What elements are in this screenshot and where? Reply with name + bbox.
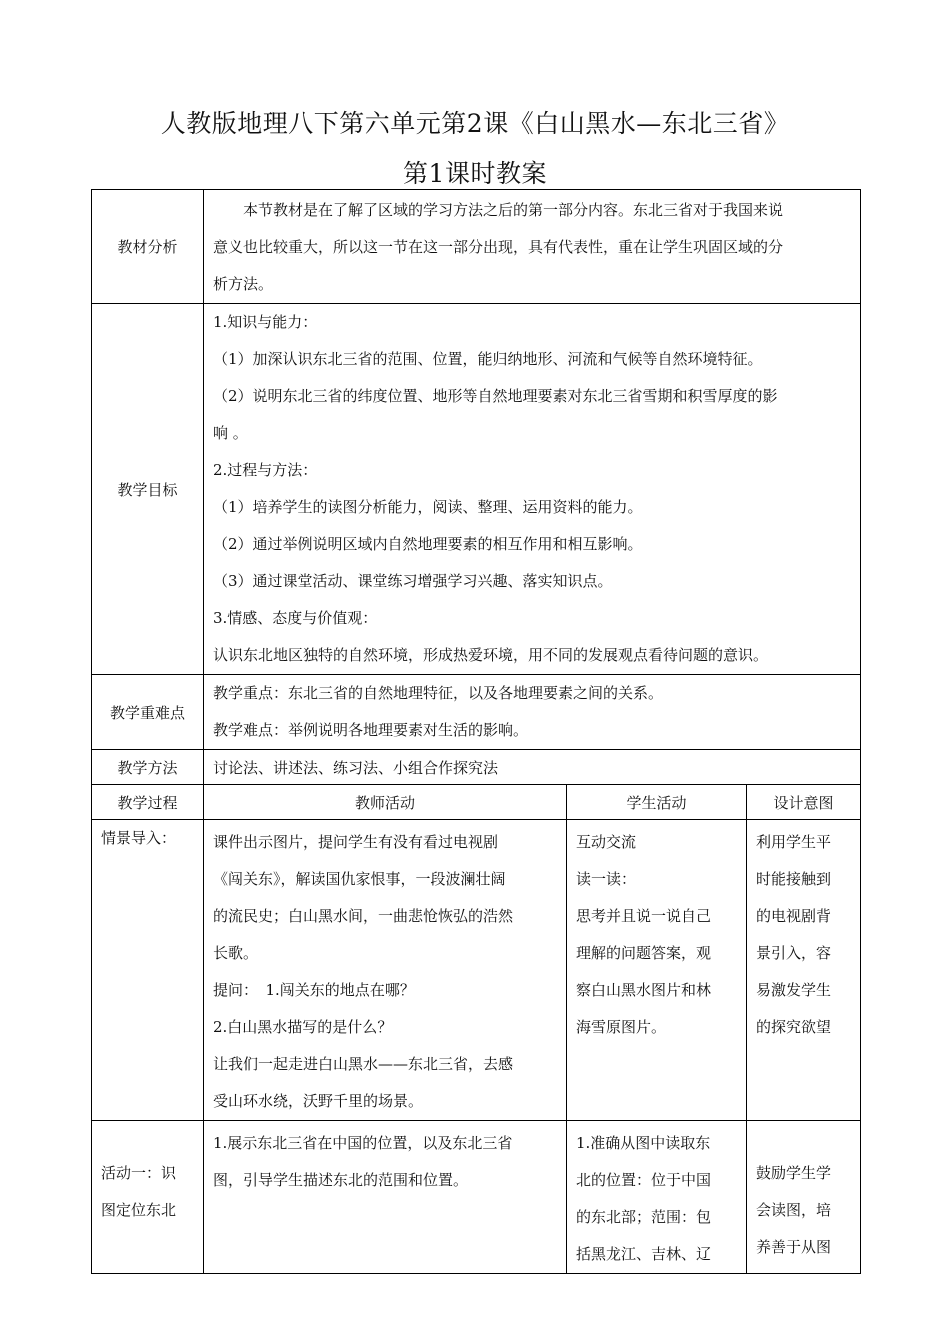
- goal-line: （1）培养学生的读图分析能力，阅读、整理、运用资料的能力。: [213, 498, 643, 516]
- goals-content: [204, 304, 861, 675]
- student-line: 读一读：: [576, 870, 637, 888]
- keypoints-label: 教学重难点: [92, 675, 204, 750]
- goals-label: 教学目标: [92, 304, 204, 675]
- teacher-line: 课件出示图片，提问学生有没有看过电视剧: [213, 833, 499, 851]
- goal-line: 1.知识与能力：: [213, 313, 318, 331]
- activity1-student: [567, 1121, 747, 1274]
- method-label: 教学方法: [92, 750, 204, 785]
- activity1-teacher: [204, 1121, 567, 1274]
- teacher-line: 长歌。: [213, 944, 259, 962]
- student-line: 海雪原图片。: [576, 1018, 667, 1036]
- material-label: 教材分析: [92, 190, 204, 304]
- intent-line: 养善于从图: [756, 1238, 832, 1256]
- teacher-line: 1.展示东北三省在中国的位置，以及东北三省: [213, 1134, 513, 1152]
- goal-line: 2.过程与方法：: [213, 461, 318, 479]
- material-line: 本节教材是在了解了区域的学习方法之后的第一部分内容。东北三省对于我国来说: [243, 201, 784, 219]
- row-teaching-method: [92, 750, 861, 785]
- row-process-header: [92, 785, 861, 820]
- goal-line: （1）加深认识东北三省的范围、位置，能归纳地形、河流和气候等自然环境特征。: [213, 350, 763, 368]
- row-teaching-goals: [92, 304, 861, 675]
- activity1-label-line: 图定位东北: [101, 1201, 177, 1219]
- intent-line: 利用学生平: [756, 833, 832, 851]
- intent-line: 的电视剧背: [756, 907, 832, 925]
- intro-teacher: [204, 820, 567, 1121]
- material-line: 析方法。: [213, 275, 274, 293]
- student-line: 北的位置：位于中国: [576, 1171, 712, 1189]
- keypoint-line: 教学难点：举例说明各地理要素对生活的影响。: [213, 721, 529, 739]
- goal-line: 响 。: [213, 424, 248, 442]
- teacher-line: 受山环水绕，沃野千里的场景。: [213, 1092, 424, 1110]
- intent-line: 易激发学生: [756, 981, 832, 999]
- material-line: 意义也比较重大，所以这一节在这一部分出现，具有代表性，重在让学生巩固区域的分: [213, 238, 784, 256]
- document-subtitle: 第1课时教案: [403, 159, 547, 188]
- intent-line: 会读图，培: [756, 1201, 832, 1219]
- activity1-intent: [747, 1121, 861, 1274]
- keypoints-content: [204, 675, 861, 750]
- row-material-analysis: [92, 190, 861, 304]
- goal-line: （2）通过举例说明区域内自然地理要素的相互作用和相互影响。: [213, 535, 643, 553]
- intent-line: 的探究欲望: [756, 1018, 832, 1036]
- teacher-line: 提问： 1.闯关东的地点在哪？: [213, 981, 415, 999]
- intent-line: 时能接触到: [756, 870, 832, 888]
- intent-line: 鼓励学生学: [756, 1164, 832, 1182]
- header-teacher: 教师活动: [204, 785, 567, 820]
- intent-line: 景引入，容: [756, 944, 832, 962]
- student-line: 的东北部；范围：包: [576, 1208, 712, 1226]
- method-content: 讨论法、讲述法、练习法、小组合作探究法: [204, 750, 861, 785]
- goal-line: 3.情感、态度与价值观：: [213, 609, 378, 627]
- intro-label: [92, 820, 204, 1121]
- intro-label-text: 情景导入：: [101, 829, 177, 847]
- student-line: 互动交流: [576, 833, 637, 851]
- intro-student: [567, 820, 747, 1121]
- teacher-line: 让我们一起走进白山黑水——东北三省，去感: [213, 1055, 514, 1073]
- lesson-plan-table: [91, 189, 861, 1274]
- document-title: 人教版地理八下第六单元第2课《白山黑水—东北三省》: [160, 109, 790, 138]
- teacher-line: 的流民史；白山黑水间，一曲悲怆恢弘的浩然: [213, 907, 514, 925]
- teacher-line: 2.白山黑水描写的是什么？: [213, 1018, 393, 1036]
- material-content: [204, 190, 861, 304]
- keypoint-line: 教学重点：东北三省的自然地理特征，以及各地理要素之间的关系。: [213, 684, 664, 702]
- teacher-line: 图，引导学生描述东北的范围和位置。: [213, 1171, 469, 1189]
- student-line: 察白山黑水图片和林: [576, 981, 712, 999]
- row-intro: [92, 820, 861, 1121]
- row-activity-1: [92, 1121, 861, 1274]
- goal-line: （3）通过课堂活动、课堂练习增强学习兴趣、落实知识点。: [213, 572, 613, 590]
- teacher-line: 《闯关东》，解读国仇家恨事，一段波澜壮阔: [213, 870, 506, 888]
- row-key-points: [92, 675, 861, 750]
- student-line: 1.准确从图中读取东: [576, 1134, 711, 1152]
- student-line: 思考并且说一说自己: [576, 907, 712, 925]
- activity1-label-line: 活动一：识: [101, 1164, 177, 1182]
- activity1-label: [92, 1121, 204, 1274]
- header-student: 学生活动: [567, 785, 747, 820]
- header-intent: 设计意图: [747, 785, 861, 820]
- goal-line: 认识东北地区独特的自然环境，形成热爱环境，用不同的发展观点看待问题的意识。: [213, 646, 769, 664]
- student-line: 理解的问题答案，观: [576, 944, 712, 962]
- intro-intent: [747, 820, 861, 1121]
- goal-line: （2）说明东北三省的纬度位置、地形等自然地理要素对东北三省雪期和积雪厚度的影: [213, 387, 778, 405]
- header-process: 教学过程: [92, 785, 204, 820]
- student-line: 括黑龙江、吉林、辽: [576, 1245, 712, 1263]
